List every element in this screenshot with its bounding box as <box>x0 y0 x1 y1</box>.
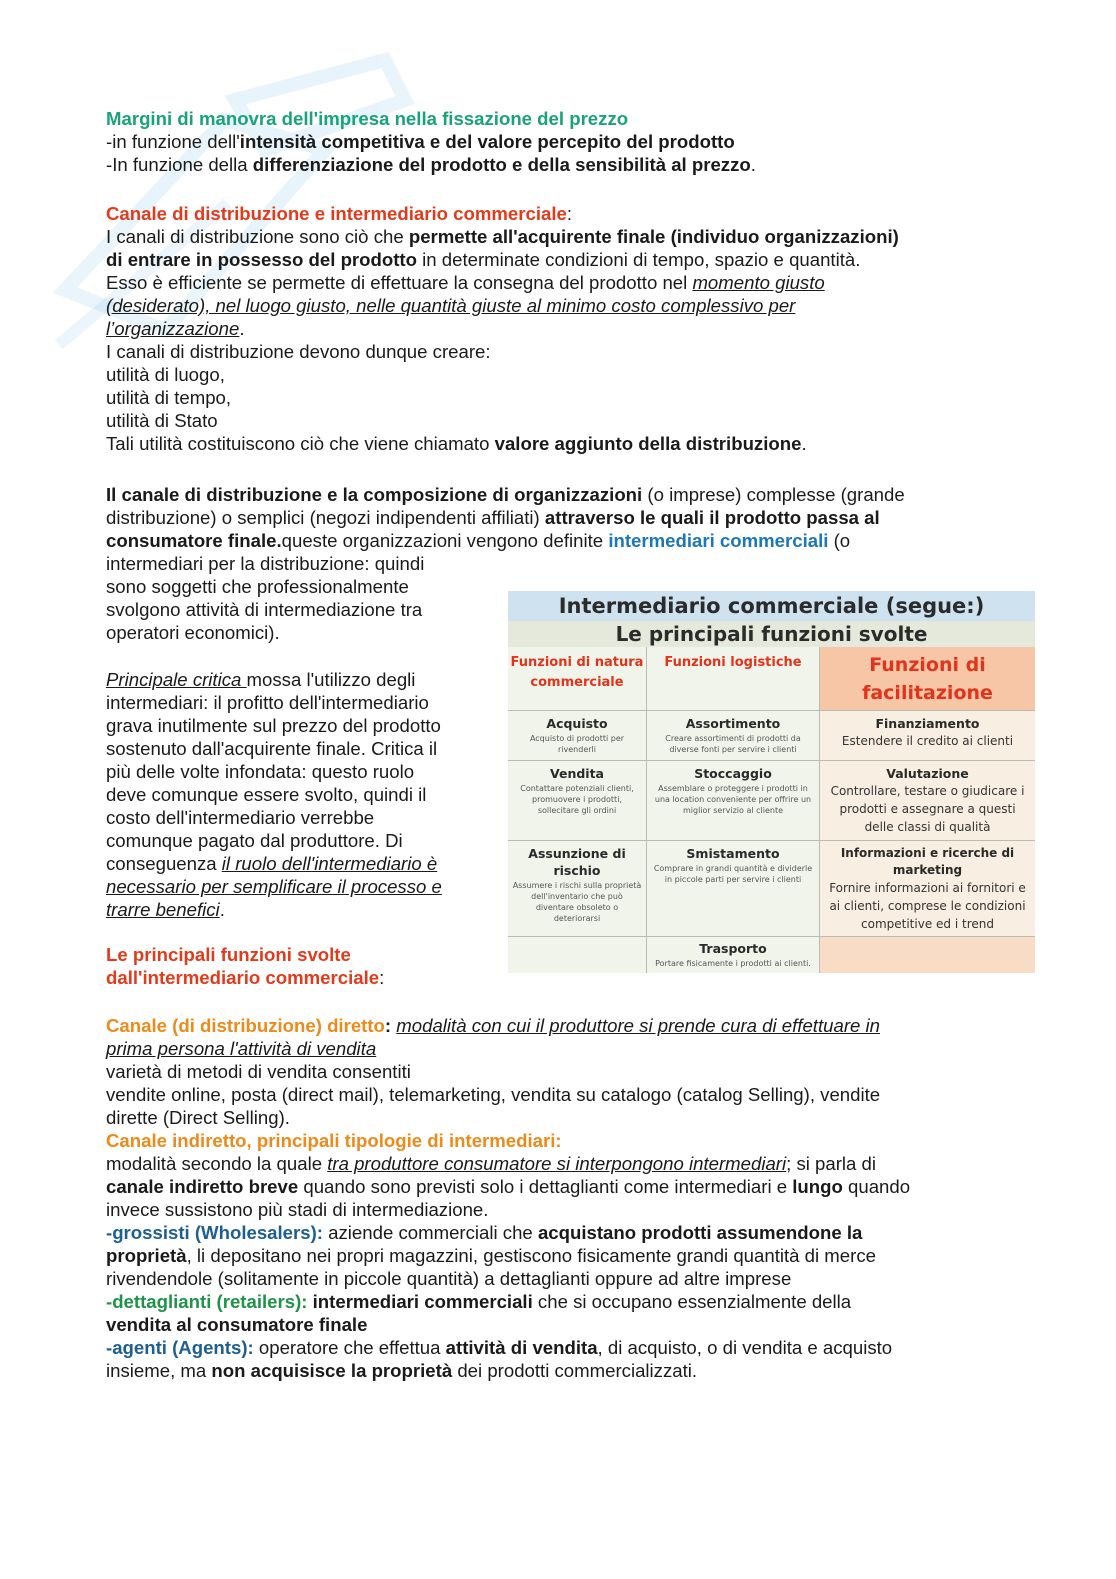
composizione-line-1: Il canale di distribuzione e la composizione di organizzazioni (o imprese) complesse (grande <box>106 484 905 505</box>
diretto-line-5: dirette (Direct Selling). <box>106 1107 290 1128</box>
critica-line-11: trarre benefici. <box>106 899 225 920</box>
table-header-logistiche: Funzioni logistiche <box>647 647 820 711</box>
table-title: Intermediario commerciale (segue:) <box>508 591 1035 621</box>
funzioni-section <box>106 943 384 989</box>
composizione-line-4: intermediari per la distribuzione: quindi <box>106 553 425 574</box>
table-cell-rischio: Assunzione di rischio Assumere i rischi sulla proprietà dell'inventario che può diventare obsoleto o deteriorarsi <box>508 841 647 937</box>
canale-p2: di entrare in possesso del prodotto in determinate condizioni di tempo, spazio e quantità. <box>106 249 861 270</box>
canale-p5: l’organizzazione. <box>106 318 245 339</box>
canale-p7: Tali utilità costituiscono ciò che viene chiamato valore aggiunto della distribuzione. <box>106 433 807 454</box>
table-subtitle: Le principali funzioni svolte <box>508 621 1035 647</box>
table-cell-assortimento: Assortimento Creare assortimenti di prodotti da diverse fonti per servire i clienti <box>647 711 820 761</box>
composizione-line-5: sono soggetti che professionalmente <box>106 576 409 597</box>
indiretto-line-2: canale indiretto breve quando sono previsti solo i dettaglianti come intermediari e lungo quando <box>106 1176 911 1197</box>
table-cell-stoccaggio: Stoccaggio Assemblare o proteggere i prodotti in una location conveniente per offrire un miglior servizio al cliente <box>647 761 820 841</box>
table-cell-empty-1 <box>508 937 647 973</box>
margini-section <box>106 107 756 176</box>
diretto-line-3: varietà di metodi di vendita consentiti <box>106 1061 411 1082</box>
canale-p1: I canali di distribuzione sono ciò che permette all'acquirente finale (individuo organizzazioni) <box>106 226 899 247</box>
margini-title: Margini di manovra dell'impresa nella fissazione del prezzo <box>106 108 629 129</box>
agenti-line-1: -agenti (Agents): operatore che effettua attività di vendita, di acquisto, o di vendita e acquisto <box>106 1337 893 1358</box>
critica-line-9: conseguenza il ruolo dell'intermediario è <box>106 853 438 874</box>
table-cell-empty-3 <box>820 937 1035 973</box>
table-cell-valutazione: Valutazione Controllare, testare o giudicare i prodotti e assegnare a questi delle classi di qualità <box>820 761 1035 841</box>
diretto-section <box>106 1014 910 1382</box>
critica-section <box>106 668 442 921</box>
indiretto-title: Canale indiretto, principali tipologie di intermediari: <box>106 1130 562 1151</box>
critica-line-3: grava inutilmente sul prezzo del prodotto <box>106 715 441 736</box>
table-cell-trasporto: Trasporto Portare fisicamente i prodotti ai clienti. <box>647 937 820 973</box>
dettaglianti-line-2: vendita al consumatore finale <box>106 1314 368 1335</box>
funzioni-title-line-2: dall'intermediario commerciale: <box>106 967 385 988</box>
utilita-luogo: utilità di luogo, <box>106 364 225 385</box>
dettaglianti-line-1: -dettaglianti (retailers): intermediari commerciali che si occupano essenzialmente della <box>106 1291 852 1312</box>
canale-section <box>106 202 899 455</box>
critica-line-7: costo dell'intermediario verrebbe <box>106 807 375 828</box>
grossisti-line-2: proprietà, li depositano nei propri magazzini, gestiscono fisicamente grandi quantità di merce <box>106 1245 876 1266</box>
table-cell-finanziamento: Finanziamento Estendere il credito ai clienti <box>820 711 1035 761</box>
margini-line-1: -in funzione dell'intensità competitiva e del valore percepito del prodotto <box>106 131 735 152</box>
composizione-line-3: consumatore finale.queste organizzazioni vengono definite intermediari commerciali (o <box>106 530 851 551</box>
composizione-line-6: svolgono attività di intermediazione tra <box>106 599 423 620</box>
canale-p4: (desiderato), nel luogo giusto, nelle quantità giuste al minimo costo complessivo per <box>106 295 796 316</box>
composizione-line-2: distribuzione) o semplici (negozi indipendenti affiliati) attraverso le quali il prodotto passa al <box>106 507 880 528</box>
utilita-stato: utilità di Stato <box>106 410 218 431</box>
table-header-facilitazione: Funzioni di facilitazione <box>820 647 1035 711</box>
critica-line-4: sostenuto dall'acquirente finale. Critica il <box>106 738 438 759</box>
composizione-line-7: operatori economici). <box>106 622 280 643</box>
diretto-line-2: prima persona l'attività di vendita <box>106 1038 377 1059</box>
canale-p6: I canali di distribuzione devono dunque creare: <box>106 341 491 362</box>
agenti-line-2: insieme, ma non acquisisce la proprietà dei prodotti commercializzati. <box>106 1360 698 1381</box>
critica-line-1: Principale critica mossa l'utilizzo degli <box>106 669 416 690</box>
indiretto-line-1: modalità secondo la quale tra produttore consumatore si interpongono intermediari; si parla di <box>106 1153 877 1174</box>
table-cell-informazioni: Informazioni e ricerche di marketing Fornire informazioni ai fornitori e ai clienti, comprese le condizioni competitive ed i trend <box>820 841 1035 937</box>
table-header-commerciale: Funzioni di natura commerciale <box>508 647 647 711</box>
critica-line-8: comunque pagato dal produttore. Di <box>106 830 403 851</box>
funzioni-table <box>508 591 1035 973</box>
critica-line-10: necessario per semplificare il processo e <box>106 876 442 897</box>
canale-p3: Esso è efficiente se permette di effettuare la consegna del prodotto nel momento giusto <box>106 272 825 293</box>
indiretto-line-3: invece sussistono più stadi di intermediazione. <box>106 1199 489 1220</box>
margini-line-2: -In funzione della differenziazione del prodotto e della sensibilità al prezzo. <box>106 154 756 175</box>
utilita-tempo: utilità di tempo, <box>106 387 232 408</box>
critica-line-2: intermediari: il profitto dell'intermediario <box>106 692 429 713</box>
diretto-line-1: Canale (di distribuzione) diretto: modalità con cui il produttore si prende cura di effettuare in <box>106 1015 880 1036</box>
critica-line-6: deve comunque essere svolto, quindi il <box>106 784 427 805</box>
table-cell-smistamento: Smistamento Comprare in grandi quantità e dividerle in piccole parti per servire i clienti <box>647 841 820 937</box>
table-cell-vendita: Vendita Contattare potenziali clienti, promuovere i prodotti, sollecitare gli ordini <box>508 761 647 841</box>
critica-line-5: più delle volte infondata: questo ruolo <box>106 761 415 782</box>
diretto-line-4: vendite online, posta (direct mail), telemarketing, vendita su catalogo (catalog Selling), vendite <box>106 1084 881 1105</box>
table-cell-acquisto: Acquisto Acquisto di prodotti per rivenderli <box>508 711 647 761</box>
funzioni-title-line-1: Le principali funzioni svolte <box>106 944 351 965</box>
grossisti-line-1: -grossisti (Wholesalers): aziende commerciali che acquistano prodotti assumendone la <box>106 1222 863 1243</box>
grossisti-line-3: rivendendole (solitamente in piccole quantità) a dettaglianti oppure ad altre imprese <box>106 1268 792 1289</box>
canale-title: Canale di distribuzione e intermediario commerciale: <box>106 203 573 224</box>
